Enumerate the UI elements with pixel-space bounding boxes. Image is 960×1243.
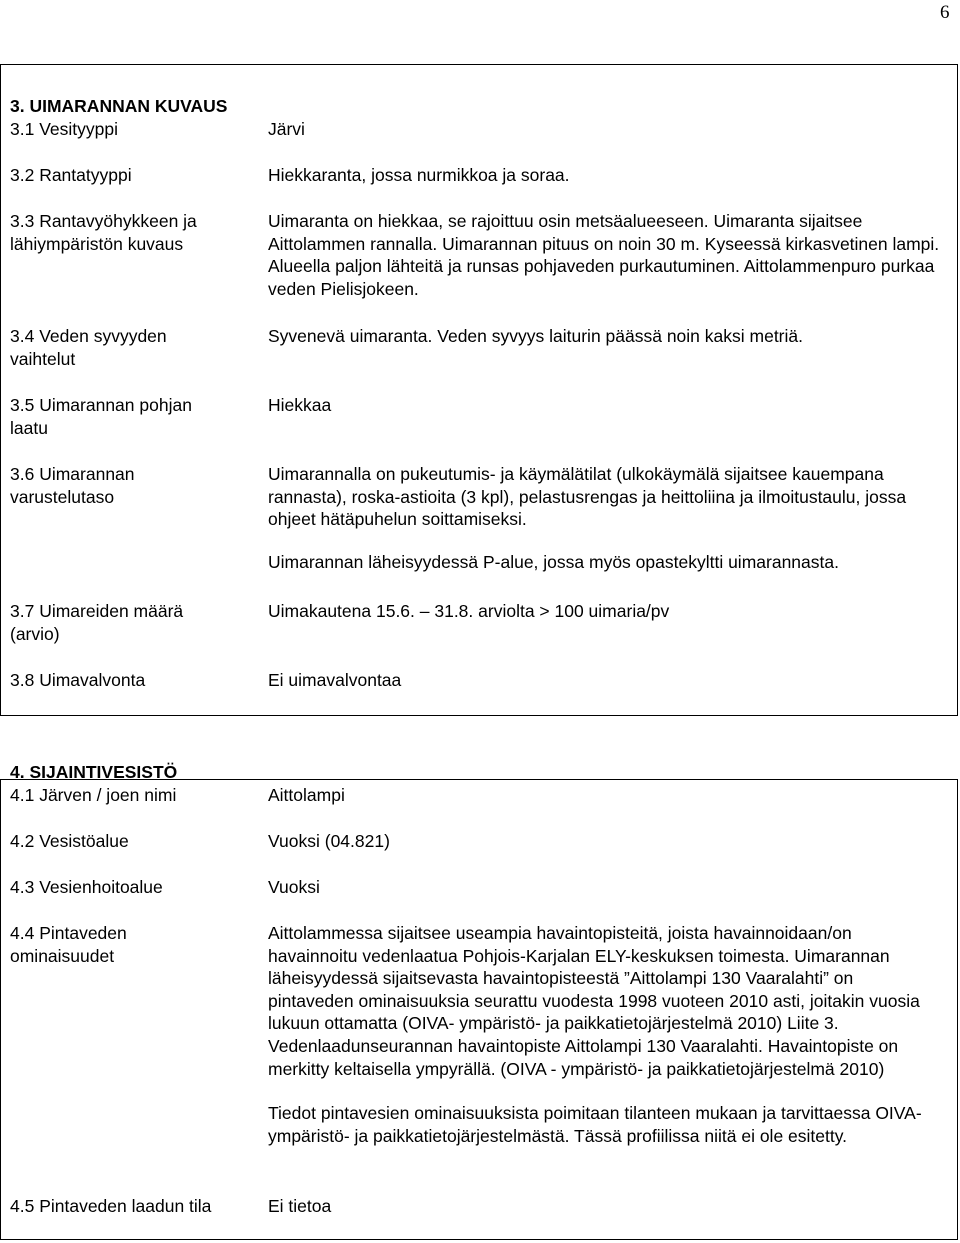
value-4-3-p1: Vuoksi: [268, 877, 320, 897]
label-3-5: 3.5 Uimarannan pohjan laatu: [10, 395, 192, 438]
label-3-3: 3.3 Rantavyöhykkeen ja lähiympäristön kuvaus: [10, 211, 197, 254]
page-number: 6: [940, 2, 950, 23]
value-3-5-p1: Hiekkaa: [268, 395, 332, 415]
value-3-8: [268, 669, 953, 692]
value-4-1-p1: Aittolampi: [268, 785, 345, 805]
label-3-6: 3.6 Uimarannan varustelutaso: [10, 464, 135, 507]
label-4-5: 4.5 Pintaveden laadun tila: [10, 1196, 212, 1216]
section-4-heading: 4. SIJAINTIVESISTÖ: [10, 762, 178, 782]
value-3-4: [268, 325, 953, 348]
value-3-1-p1: Järvi: [268, 119, 305, 139]
label-3-4: 3.4 Veden syvyyden vaihtelut: [10, 326, 167, 369]
label-4-4: 4.4 Pintaveden ominaisuudet: [10, 923, 127, 966]
value-3-2: [268, 164, 953, 187]
value-4-4-p2: Tiedot pintavesien ominaisuuksista poimitaan tilanteen mukaan ja tarvittaessa OIVA- ympäristö- ja paikkatietojärjestelmästä. Tässä profiilissa niitä ei ole esitetty.: [268, 1103, 922, 1146]
label-3-8: 3.8 Uimavalvonta: [10, 670, 146, 690]
value-3-6: [268, 463, 953, 573]
value-3-4-p1: Syvenevä uimaranta. Veden syvyys laiturin päässä noin kaksi metriä.: [268, 326, 803, 346]
value-3-6-p2: Uimarannan läheisyydessä P-alue, jossa myös opastekyltti uimarannasta.: [268, 551, 839, 572]
value-4-2: [268, 830, 953, 853]
value-3-7: [268, 600, 953, 623]
value-3-8-p1: Ei uimavalvontaa: [268, 670, 402, 690]
value-3-5: [268, 394, 953, 417]
value-4-4: [268, 922, 940, 1147]
value-3-7-p1: Uimakautena 15.6. – 31.8. arviolta > 100 uimaria/pv: [268, 601, 670, 621]
value-4-1: [268, 784, 953, 807]
label-4-3: 4.3 Vesienhoitoalue: [10, 877, 163, 897]
value-3-2-p1: Hiekkaranta, jossa nurmikkoa ja soraa.: [268, 165, 570, 185]
section-3-heading: 3. UIMARANNAN KUVAUS: [10, 96, 228, 116]
value-3-3-p1: Uimaranta on hiekkaa, se rajoittuu osin metsäalueeseen. Uimaranta sijaitsee Aittolammen rannalla. Uimarannan pituus on noin 30 m. Kyseessä kirkasvetinen lampi. Alueella paljon lähteitä ja runsas pohjaveden purkautuminen. Aittolammenpuro purkaa veden Pielisjokeen.: [268, 211, 940, 299]
label-3-1: 3.1 Vesityyppi: [10, 119, 118, 139]
label-3-7: 3.7 Uimareiden määrä (arvio): [10, 601, 184, 644]
value-4-2-p1: Vuoksi (04.821): [268, 831, 390, 851]
value-4-5: [268, 1195, 953, 1218]
value-3-1: [268, 118, 953, 141]
value-3-6-p1: Uimarannalla on pukeutumis- ja käymälätilat (ulkokäymälä sijaitsee kauempana rannasta), roska-astioita (3 kpl), pelastusrengas ja heittoliina ja ilmoitustaulu, jossa ohjeet hätäpuhelun soittamiseksi.: [268, 464, 907, 530]
value-3-3: [268, 210, 948, 300]
value-4-4-p1: Aittolammessa sijaitsee useampia havaintopisteitä, joista havainnoidaan/on havainnoitu vedenlaatua Pohjois-Karjalan ELY-keskuksen toimesta. Uimarannan läheisyydessä sijaitsevasta havaintopisteestä ”Aittolampi 130 Vaaralahti” on pintaveden ominaisuuksia seurattu vuodesta 1998 vuoteen 2010 asti, joitakin vuosia lukuun ottamatta (OIVA- ympäristö- ja paikkatietojärjestelmä 2010) Liite 3. Vedenlaadunseurannan havaintopiste Aittolampi 130 Vaaralahti. Havaintopiste on merkitty keltaisella ympyrällä. (OIVA - ympäristö- ja paikkatietojärjestelmä 2010): [268, 923, 920, 1079]
label-4-1: 4.1 Järven / joen nimi: [10, 785, 177, 805]
label-3-2: 3.2 Rantatyyppi: [10, 165, 132, 185]
value-4-3: [268, 876, 953, 899]
value-4-5-p1: Ei tietoa: [268, 1196, 332, 1216]
label-4-2: 4.2 Vesistöalue: [10, 831, 129, 851]
